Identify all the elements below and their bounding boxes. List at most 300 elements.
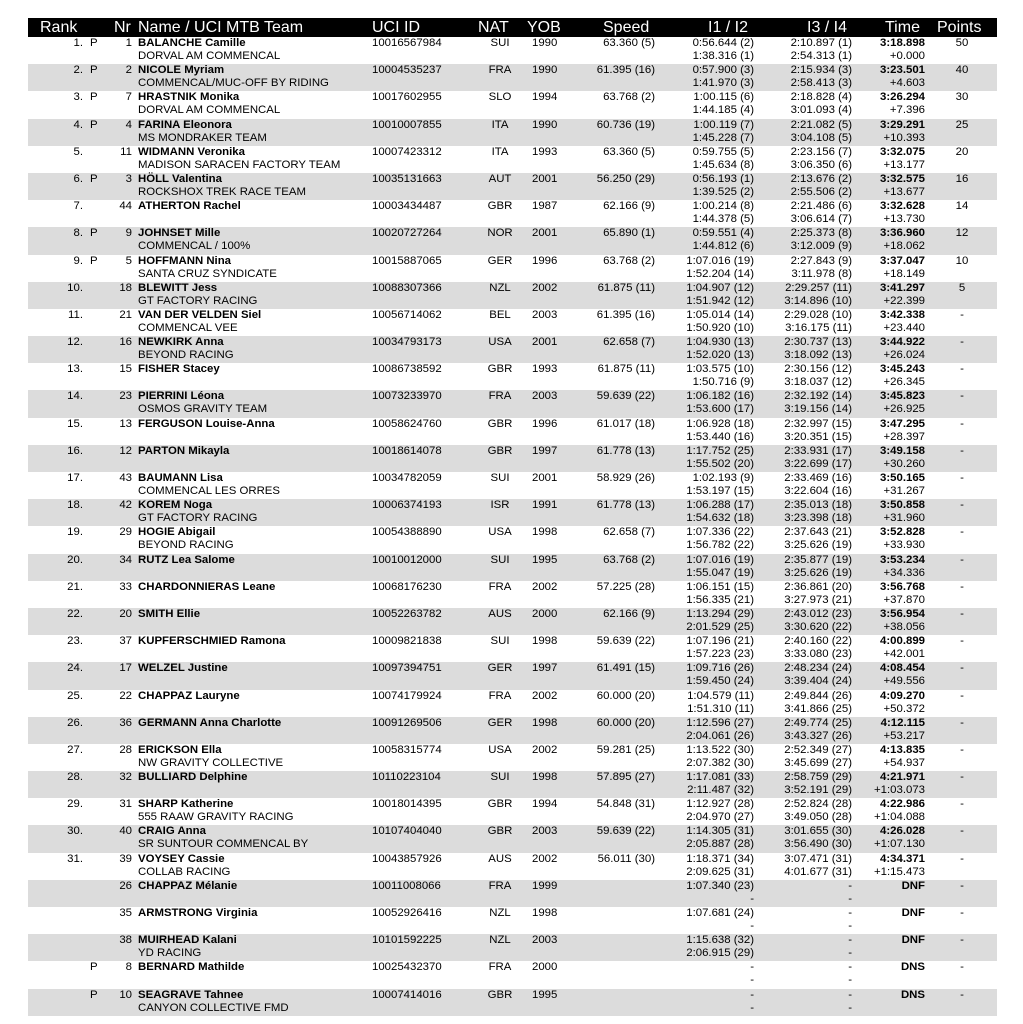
bib-number-cell: 2 — [125, 64, 132, 77]
points-cell: - — [960, 308, 964, 321]
speed-cell: 61.778 (13) — [596, 499, 655, 512]
table-row — [28, 173, 997, 200]
split-i3-cell: 2:30.156 (12) — [784, 363, 852, 376]
rank-cell: 19. — [67, 526, 83, 539]
split-i2-cell: 1:53.197 (15) — [686, 485, 754, 497]
rider-name-cell: KOREM Noga — [138, 499, 213, 512]
nationality-cell: SUI — [490, 37, 510, 49]
uci-id-cell: 10091269506 — [372, 716, 442, 729]
points-cell: - — [960, 553, 964, 566]
time-cell: DNS — [900, 988, 925, 1001]
year-of-birth-cell: 1998 — [532, 716, 558, 729]
split-i3-cell: 2:33.469 (16) — [784, 472, 852, 484]
split-i4-cell: 3:56.490 (30) — [784, 838, 852, 851]
gap-cell: +33.930 — [883, 539, 925, 552]
gap-cell: +31.960 — [883, 512, 925, 525]
time-cell: 4:00.899 — [880, 635, 925, 648]
split-i1-cell: 1:17.752 (25) — [686, 444, 754, 457]
bib-number-cell: 31 — [119, 798, 132, 811]
split-i4-cell: - — [848, 974, 852, 987]
table-row — [28, 91, 997, 118]
nationality-cell: AUS — [488, 607, 512, 620]
rank-cell: 13. — [67, 363, 83, 376]
split-i1-cell: 1:06.182 (16) — [686, 390, 754, 403]
split-i4-cell: 3:43.327 (26) — [784, 729, 852, 742]
speed-cell: 62.166 (9) — [603, 200, 655, 213]
speed-cell: 61.395 (16) — [596, 308, 655, 321]
split-i4-cell: - — [848, 920, 852, 932]
points-cell: - — [960, 907, 964, 919]
year-of-birth-cell: 1998 — [532, 771, 558, 784]
speed-cell: 54.848 (31) — [596, 798, 655, 811]
speed-cell: 57.895 (27) — [596, 771, 655, 784]
split-i1-cell: 1:04.930 (13) — [686, 336, 754, 349]
table-row — [28, 418, 997, 445]
bib-number-cell: 5 — [125, 254, 132, 267]
bib-number-cell: 9 — [125, 227, 132, 240]
split-i4-cell: 3:01.093 (4) — [790, 104, 852, 117]
table-row — [28, 934, 997, 961]
time-cell: DNF — [901, 907, 925, 919]
team-name-cell: YD RACING — [138, 947, 202, 960]
split-i2-cell: 1:55.502 (20) — [686, 457, 754, 470]
speed-cell: 59.639 (22) — [596, 390, 655, 403]
table-header — [28, 18, 997, 37]
split-i1-cell: 1:07.196 (21) — [686, 635, 754, 648]
time-cell: 3:32.628 — [880, 200, 925, 213]
header-i34: I3 / I4 — [807, 19, 848, 36]
year-of-birth-cell: 1990 — [532, 37, 558, 49]
nationality-cell: SUI — [490, 635, 510, 648]
rank-cell: 28. — [67, 771, 83, 784]
split-i3-cell: 2:29.257 (11) — [785, 281, 852, 294]
split-i1-cell: 1:06.288 (17) — [686, 499, 754, 512]
table-row — [28, 961, 997, 988]
table-row — [28, 662, 997, 689]
time-cell: 3:50.165 — [880, 472, 925, 484]
uci-id-cell: 10054388890 — [372, 526, 442, 539]
rider-name-cell: BAUMANN Lisa — [138, 472, 223, 484]
rider-name-cell: WIDMANN Veronika — [138, 145, 245, 158]
split-i3-cell: 2:52.349 (27) — [784, 743, 852, 756]
table-row — [28, 336, 997, 363]
team-name-cell: BEYOND RACING — [138, 539, 234, 552]
uci-id-cell: 10025432370 — [372, 961, 442, 974]
gap-cell: +26.024 — [883, 349, 925, 362]
split-i2-cell: 1:45.228 (7) — [692, 131, 754, 144]
split-i1-cell: 0:59.551 (4) — [692, 227, 754, 240]
year-of-birth-cell: 2002 — [532, 689, 558, 702]
nationality-cell: ITA — [491, 118, 509, 131]
nationality-cell: SUI — [490, 553, 510, 566]
uci-id-cell: 10020727264 — [372, 227, 442, 240]
split-i2-cell: 2:04.970 (27) — [686, 811, 754, 824]
time-cell: 4:13.835 — [880, 743, 925, 756]
rank-cell: 30. — [67, 825, 83, 838]
year-of-birth-cell: 2003 — [532, 390, 558, 403]
split-i4-cell: 3:12.009 (9) — [790, 240, 852, 253]
rider-name-cell: ARMSTRONG Virginia — [138, 907, 258, 919]
time-cell: DNS — [900, 961, 925, 974]
rider-name-cell: NEWKIRK Anna — [138, 336, 224, 349]
nationality-cell: FRA — [488, 390, 512, 403]
rider-name-cell: CHAPPAZ Lauryne — [138, 689, 240, 702]
podium-flag-cell: P — [90, 227, 98, 240]
rank-cell: 27. — [67, 743, 83, 756]
split-i4-cell: - — [848, 947, 852, 960]
split-i2-cell: 1:45.634 (8) — [692, 158, 754, 171]
speed-cell: 62.658 (7) — [603, 336, 655, 349]
split-i3-cell: 2:35.013 (18) — [784, 499, 852, 512]
split-i4-cell: 3:52.191 (29) — [784, 784, 852, 797]
table-row — [28, 363, 997, 390]
header-name: Name / UCI MTB Team — [138, 19, 304, 36]
split-i3-cell: 2:52.824 (28) — [784, 798, 852, 811]
team-name-cell: COMMENCAL/MUC-OFF BY RIDING — [138, 77, 329, 90]
speed-cell: 56.250 (29) — [596, 172, 655, 185]
split-i3-cell: 2:29.028 (10) — [784, 308, 852, 321]
rank-cell: 20. — [67, 553, 83, 566]
team-name-cell: GT FACTORY RACING — [138, 512, 258, 525]
split-i1-cell: 1:12.927 (28) — [686, 798, 754, 811]
team-name-cell: OSMOS GRAVITY TEAM — [138, 403, 268, 416]
split-i4-cell: - — [848, 892, 852, 905]
year-of-birth-cell: 2001 — [532, 336, 558, 349]
speed-cell: 63.360 (5) — [603, 145, 655, 158]
split-i3-cell: 2:32.192 (14) — [784, 390, 852, 403]
time-cell: 3:49.158 — [880, 444, 925, 457]
speed-cell: 61.491 (15) — [596, 662, 655, 675]
uci-id-cell: 10007423312 — [372, 145, 442, 158]
bib-number-cell: 3 — [125, 172, 132, 185]
table-row — [28, 853, 997, 880]
split-i4-cell: 3:27.973 (21) — [784, 593, 852, 606]
rider-name-cell: HOGIE Abigail — [138, 526, 216, 539]
uci-id-cell: 10035131663 — [372, 172, 442, 185]
year-of-birth-cell: 2001 — [532, 472, 558, 484]
uci-id-cell: 10006374193 — [372, 499, 442, 512]
gap-cell: +26.925 — [883, 403, 925, 416]
split-i3-cell: 2:18.828 (4) — [790, 91, 852, 104]
table-row — [28, 37, 997, 64]
split-i3-cell: 2:23.156 (7) — [790, 145, 852, 158]
speed-cell: 63.768 (2) — [603, 553, 655, 566]
split-i2-cell: 1:59.450 (24) — [686, 675, 754, 688]
header-uci-id: UCI ID — [372, 19, 420, 36]
nationality-cell: SLO — [488, 91, 512, 104]
rider-name-cell: JOHNSET Mille — [138, 227, 221, 240]
speed-cell: 58.929 (26) — [596, 472, 655, 484]
uci-id-cell: 10052926416 — [372, 907, 442, 919]
rank-cell: 11. — [68, 308, 83, 321]
table-row — [28, 798, 997, 825]
bib-number-cell: 11 — [120, 145, 132, 158]
nationality-cell: NZL — [489, 281, 511, 294]
gap-cell: +10.393 — [883, 131, 925, 144]
split-i1-cell: 1:07.336 (22) — [686, 526, 754, 539]
split-i4-cell: 3:41.866 (25) — [784, 702, 852, 715]
gap-cell: +28.397 — [883, 430, 925, 443]
bib-number-cell: 12 — [119, 444, 132, 457]
points-cell: - — [960, 852, 964, 865]
bib-number-cell: 7 — [125, 91, 132, 104]
year-of-birth-cell: 1987 — [532, 200, 558, 213]
split-i2-cell: 2:06.915 (29) — [686, 947, 754, 960]
table-row — [28, 309, 997, 336]
points-cell: 30 — [955, 91, 969, 104]
split-i4-cell: 3:06.614 (7) — [790, 213, 852, 226]
nationality-cell: GER — [487, 662, 513, 675]
nationality-cell: FRA — [488, 689, 512, 702]
split-i2-cell: - — [750, 974, 754, 987]
split-i2-cell: 1:52.204 (14) — [686, 267, 754, 280]
bib-number-cell: 39 — [119, 852, 132, 865]
split-i2-cell: - — [750, 920, 754, 932]
year-of-birth-cell: 2003 — [532, 308, 558, 321]
rider-name-cell: FERGUSON Louise-Anna — [138, 417, 275, 430]
team-name-cell: SANTA CRUZ SYNDICATE — [138, 267, 277, 280]
year-of-birth-cell: 1990 — [532, 64, 558, 77]
rank-cell: 2. — [73, 64, 83, 77]
table-body — [28, 37, 997, 1016]
split-i3-cell: 2:49.774 (25) — [784, 716, 852, 729]
split-i1-cell: 1:07.016 (19) — [686, 553, 754, 566]
uci-id-cell: 10034782059 — [372, 472, 442, 484]
split-i2-cell: 1:55.047 (19) — [686, 566, 754, 579]
gap-cell: +13.177 — [883, 158, 925, 171]
time-cell: 3:52.828 — [880, 526, 925, 539]
team-name-cell: COMMENCAL LES ORRES — [138, 485, 280, 497]
split-i3-cell: 2:49.844 (26) — [784, 689, 852, 702]
rank-cell: 17. — [67, 472, 83, 484]
rank-cell: 16. — [67, 444, 83, 457]
year-of-birth-cell: 1996 — [532, 417, 558, 430]
bib-number-cell: 8 — [125, 961, 132, 974]
gap-cell: +18.149 — [883, 267, 925, 280]
split-i4-cell: 2:55.506 (2) — [790, 185, 852, 198]
table-row — [28, 282, 997, 309]
nationality-cell: FRA — [488, 961, 512, 974]
split-i1-cell: 1:05.014 (14) — [686, 308, 754, 321]
split-i4-cell: 3:22.604 (16) — [784, 485, 852, 497]
gap-cell: +26.345 — [883, 376, 925, 389]
bib-number-cell: 18 — [119, 281, 132, 294]
nationality-cell: BEL — [489, 308, 511, 321]
uci-id-cell: 10009821838 — [372, 635, 442, 648]
year-of-birth-cell: 1994 — [532, 91, 558, 104]
split-i2-cell: 1:44.812 (6) — [692, 240, 754, 253]
split-i4-cell: 3:33.080 (23) — [784, 648, 852, 661]
table-row — [28, 825, 997, 852]
speed-cell: 61.395 (16) — [596, 64, 655, 77]
bib-number-cell: 43 — [119, 472, 132, 484]
rank-cell: 26. — [67, 716, 83, 729]
speed-cell: 60.000 (20) — [596, 689, 655, 702]
bib-number-cell: 36 — [119, 716, 132, 729]
year-of-birth-cell: 1999 — [532, 879, 558, 892]
bib-number-cell: 44 — [119, 200, 132, 213]
table-row — [28, 526, 997, 553]
points-cell: 10 — [955, 254, 969, 267]
split-i4-cell: 3:16.175 (11) — [785, 321, 852, 334]
team-name-cell: SR SUNTOUR COMMENCAL BY — [138, 838, 309, 851]
speed-cell: 56.011 (30) — [597, 852, 655, 865]
gap-cell: +34.336 — [883, 566, 925, 579]
nationality-cell: GBR — [487, 444, 513, 457]
rider-name-cell: ERICKSON Ella — [138, 743, 222, 756]
podium-flag-cell: P — [90, 118, 98, 131]
time-cell: 3:45.243 — [880, 363, 925, 376]
time-cell: 4:26.028 — [880, 825, 925, 838]
rider-name-cell: HRASTNIK Monika — [138, 91, 240, 104]
podium-flag-cell: P — [90, 91, 98, 104]
year-of-birth-cell: 1993 — [532, 145, 558, 158]
team-name-cell: NW GRAVITY COLLECTIVE — [138, 756, 284, 769]
rider-name-cell: SHARP Katherine — [138, 798, 234, 811]
split-i4-cell: 3:39.404 (24) — [784, 675, 852, 688]
split-i2-cell: 1:50.920 (10) — [686, 321, 754, 334]
split-i2-cell: 1:44.378 (5) — [692, 213, 754, 226]
time-cell: 3:56.954 — [880, 607, 925, 620]
split-i1-cell: 1:00.214 (8) — [692, 200, 754, 213]
uci-id-cell: 10052263782 — [372, 607, 442, 620]
split-i1-cell: 1:00.119 (7) — [693, 118, 754, 131]
table-row — [28, 445, 997, 472]
speed-cell: 63.360 (5) — [603, 37, 655, 49]
uci-id-cell: 10007414016 — [372, 988, 442, 1001]
split-i2-cell: 2:09.625 (31) — [686, 865, 754, 878]
speed-cell: 59.281 (25) — [596, 743, 655, 756]
team-name-cell: BEYOND RACING — [138, 349, 234, 362]
bib-number-cell: 1 — [125, 37, 132, 49]
nationality-cell: SUI — [490, 771, 510, 784]
gap-cell: +37.870 — [883, 593, 925, 606]
nationality-cell: NOR — [487, 227, 513, 240]
split-i2-cell: 1:54.632 (18) — [686, 512, 754, 525]
table-row — [28, 690, 997, 717]
split-i4-cell: 2:58.413 (3) — [790, 77, 852, 90]
points-cell: 50 — [955, 37, 969, 49]
rank-cell: 8. — [73, 227, 83, 240]
speed-cell: 61.875 (11) — [597, 281, 655, 294]
time-cell: 4:08.454 — [880, 662, 925, 675]
header-time: Time — [885, 19, 920, 36]
points-cell: 12 — [955, 227, 969, 240]
rank-cell: 18. — [67, 499, 83, 512]
bib-number-cell: 10 — [119, 988, 132, 1001]
split-i4-cell: 3:06.350 (6) — [790, 158, 852, 171]
uci-id-cell: 10101592225 — [372, 934, 442, 947]
points-cell: - — [960, 961, 964, 974]
bib-number-cell: 13 — [119, 417, 132, 430]
nationality-cell: FRA — [488, 64, 512, 77]
rank-cell: 25. — [67, 689, 83, 702]
table-row — [28, 227, 997, 254]
split-i3-cell: 2:25.373 (8) — [790, 227, 852, 240]
points-cell: - — [960, 363, 964, 376]
split-i3-cell: 2:58.759 (29) — [784, 771, 852, 784]
nationality-cell: AUS — [488, 852, 512, 865]
split-i4-cell: 3:25.626 (19) — [784, 539, 852, 552]
uci-id-cell: 10016567984 — [372, 37, 442, 49]
gap-cell: +22.399 — [883, 294, 925, 307]
rank-cell: 24. — [67, 662, 83, 675]
points-cell: - — [960, 417, 964, 430]
split-i3-cell: 2:43.012 (23) — [784, 607, 852, 620]
split-i1-cell: 1:13.294 (29) — [686, 607, 754, 620]
gap-cell: +0.000 — [889, 50, 925, 62]
time-cell: 3:32.075 — [880, 145, 925, 158]
points-cell: - — [960, 798, 964, 811]
split-i4-cell: 3:18.092 (13) — [784, 349, 852, 362]
table-row — [28, 390, 997, 417]
gap-cell: +1:04.088 — [874, 811, 925, 824]
points-cell: - — [960, 444, 964, 457]
rider-name-cell: CHARDONNIERAS Leane — [138, 580, 276, 593]
year-of-birth-cell: 1998 — [532, 526, 558, 539]
bib-number-cell: 42 — [119, 499, 132, 512]
uci-id-cell: 10073233970 — [372, 390, 442, 403]
nationality-cell: NZL — [489, 907, 511, 919]
points-cell: - — [960, 336, 964, 349]
gap-cell: +23.440 — [883, 321, 925, 334]
rider-name-cell: BLEWITT Jess — [138, 281, 218, 294]
year-of-birth-cell: 2002 — [532, 743, 558, 756]
uci-id-cell: 10058624760 — [372, 417, 442, 430]
rider-name-cell: CRAIG Anna — [138, 825, 206, 838]
uci-id-cell: 10068176230 — [372, 580, 442, 593]
split-i3-cell: - — [848, 961, 852, 974]
points-cell: - — [960, 879, 964, 892]
gap-cell: +50.372 — [883, 702, 925, 715]
rider-name-cell: SEAGRAVE Tahnee — [138, 988, 244, 1001]
year-of-birth-cell: 1995 — [532, 988, 558, 1001]
nationality-cell: AUT — [488, 172, 512, 185]
split-i2-cell: 1:51.310 (11) — [687, 702, 754, 715]
time-cell: DNF — [901, 934, 925, 947]
split-i1-cell: 1:00.115 (6) — [693, 91, 754, 104]
bib-number-cell: 29 — [119, 526, 132, 539]
team-name-cell: DORVAL AM COMMENCAL — [138, 50, 281, 62]
points-cell: - — [960, 607, 964, 620]
rank-cell: 15. — [67, 417, 83, 430]
time-cell: 4:21.971 — [880, 771, 925, 784]
points-cell: - — [960, 662, 964, 675]
time-cell: 3:37.047 — [880, 254, 925, 267]
bib-number-cell: 26 — [119, 879, 132, 892]
split-i1-cell: 1:17.081 (33) — [686, 771, 754, 784]
split-i3-cell: 2:10.897 (1) — [790, 37, 852, 49]
bib-number-cell: 34 — [119, 553, 132, 566]
split-i1-cell: 1:12.596 (27) — [686, 716, 754, 729]
team-name-cell: ROCKSHOX TREK RACE TEAM — [138, 185, 306, 198]
split-i2-cell: 1:53.600 (17) — [686, 403, 754, 416]
split-i2-cell: 2:04.061 (26) — [686, 729, 754, 742]
header-i12: I1 / I2 — [708, 19, 749, 36]
gap-cell: +1:15.473 — [874, 865, 925, 878]
points-cell: - — [960, 716, 964, 729]
split-i3-cell: 2:21.082 (5) — [790, 118, 852, 131]
gap-cell: +38.056 — [883, 620, 925, 633]
gap-cell: +7.396 — [889, 104, 925, 117]
nationality-cell: GBR — [487, 825, 513, 838]
rider-name-cell: BALANCHE Camille — [138, 37, 246, 49]
rider-name-cell: NICOLE Myriam — [138, 64, 225, 77]
split-i2-cell: - — [750, 892, 754, 905]
bib-number-cell: 22 — [119, 689, 132, 702]
split-i3-cell: 2:36.861 (20) — [784, 580, 852, 593]
header-yob: YOB — [527, 19, 561, 36]
